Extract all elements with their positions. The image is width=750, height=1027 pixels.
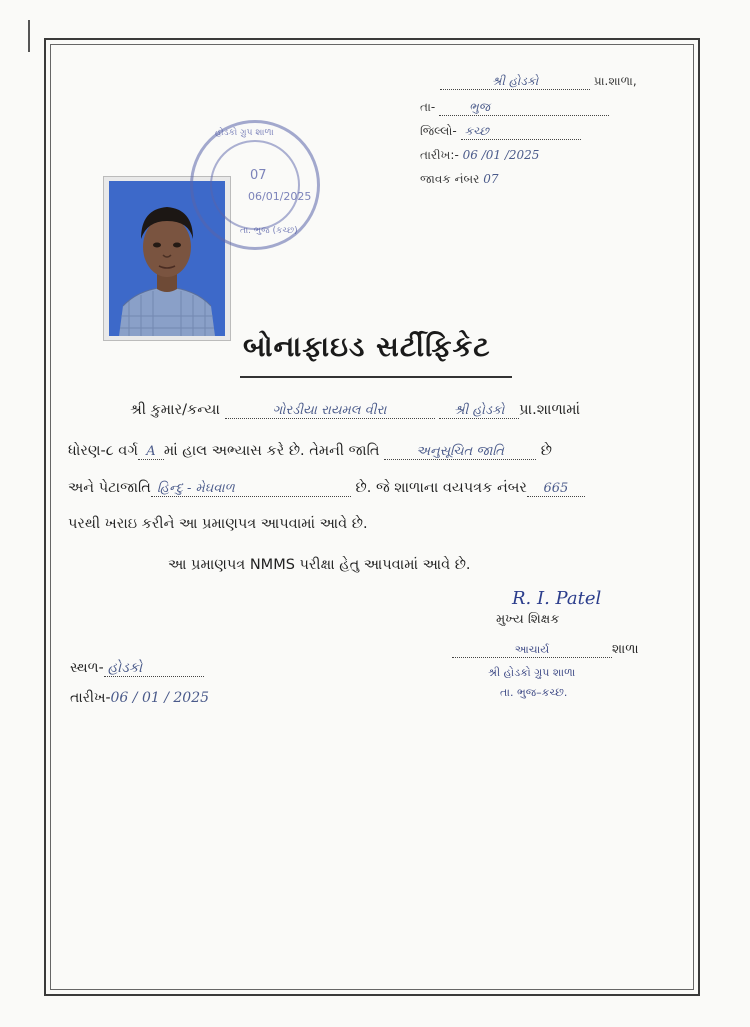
body-line-2 [68, 443, 552, 460]
sub-caste-value: હિન્દુ - મેઘવાળ [156, 481, 235, 496]
footer-date-label: તારીખ- [70, 690, 111, 706]
header-school-suffix: પ્રા.શાળા, [593, 74, 637, 88]
body-l1-school: શ્રી હોડકો [453, 403, 505, 418]
headmaster-signature: R. I. Patel [512, 588, 602, 609]
footer-place-label: સ્થળ- [70, 660, 104, 676]
header-district-value: કચ્છ [464, 124, 489, 138]
header-date-label: તારીખ:- [420, 148, 459, 162]
header-outward-line [420, 172, 498, 187]
body-line-1 [130, 402, 580, 419]
header-taluka-line [420, 100, 609, 116]
body-line-4: પરથી ખરાઇ કરીને આ પ્રમાણપત્ર આપવામાં આવે છે. [68, 516, 368, 532]
headmaster-designation: મુખ્ય શિક્ષક [496, 612, 560, 627]
student-name: ગોરડીયા રાયમલ વીરા [272, 403, 387, 418]
footer-place-value: હોડકો [107, 660, 143, 676]
footer-place-line [70, 660, 204, 677]
class-division: A [146, 444, 156, 459]
body-l2-mid: માં હાલ અભ્યાસ કરે છે. તેમની જાતિ [163, 443, 380, 459]
header-date-value: 06 /01 /2025 [462, 148, 540, 162]
seal-number: 07 [250, 168, 267, 183]
body-line-5: આ પ્રમાણપત્ર NMMS પરીક્ષા હેતુ આપવામાં આવે છે. [168, 557, 471, 573]
principal-label: આચાર્ય [514, 643, 550, 656]
register-number: 665 [543, 481, 569, 496]
principal-school-word: શાળા [612, 642, 639, 657]
header-taluka-value: ભુજ [469, 100, 491, 114]
title-underline [240, 376, 512, 378]
principal-line [452, 642, 639, 658]
header-school-field [440, 74, 590, 90]
header-school-prefix: શ્રી [491, 74, 505, 88]
certificate-title: બોનાફાઇડ સર્ટીફિકેટ [243, 330, 491, 363]
header-district-line [420, 124, 581, 140]
header-taluka-label: તા- [420, 100, 436, 114]
header-district-label: જિલ્લો- [420, 124, 457, 138]
header-outward-label: જાવક નંબર [420, 172, 480, 186]
header-outward-value: 07 [483, 172, 499, 186]
seal-ring-text: હોડકો ગ્રુપ શાળા [215, 128, 274, 138]
body-l1-prefix: શ્રી કુમાર/કન્યા [130, 402, 220, 418]
body-l2-prefix: ધોરણ-૮ વર્ગ [68, 443, 138, 459]
binding-mark [28, 20, 30, 52]
stamp-school-name: શ્રી હોડકો ગ્રુપ શાળા [488, 666, 576, 679]
header-school-name: હોડકો [508, 74, 539, 88]
body-l2-suffix: છે [540, 443, 552, 459]
footer-date-value: 06 / 01 / 2025 [110, 690, 210, 706]
body-l1-suffix: પ્રા.શાળામાં [519, 402, 581, 418]
body-line-3 [68, 480, 585, 497]
body-l3-mid: છે. જે શાળાના વયપત્રક નંબર [355, 480, 527, 496]
seal-bottom-text: તા. ભુજ (કચ્છ) [240, 226, 298, 236]
school-seal-inner [210, 140, 300, 230]
header-school-line [440, 74, 637, 90]
header-date-line [420, 148, 539, 163]
body-l3-prefix: અને પેટાજાતિ [68, 480, 151, 496]
seal-date: 06/01/2025 [248, 190, 312, 203]
caste-value: અનુસૂચિત જાતિ [416, 444, 504, 459]
stamp-taluka: તા. ભુજ–કચ્છ. [500, 686, 568, 699]
footer-date-line [70, 690, 209, 706]
